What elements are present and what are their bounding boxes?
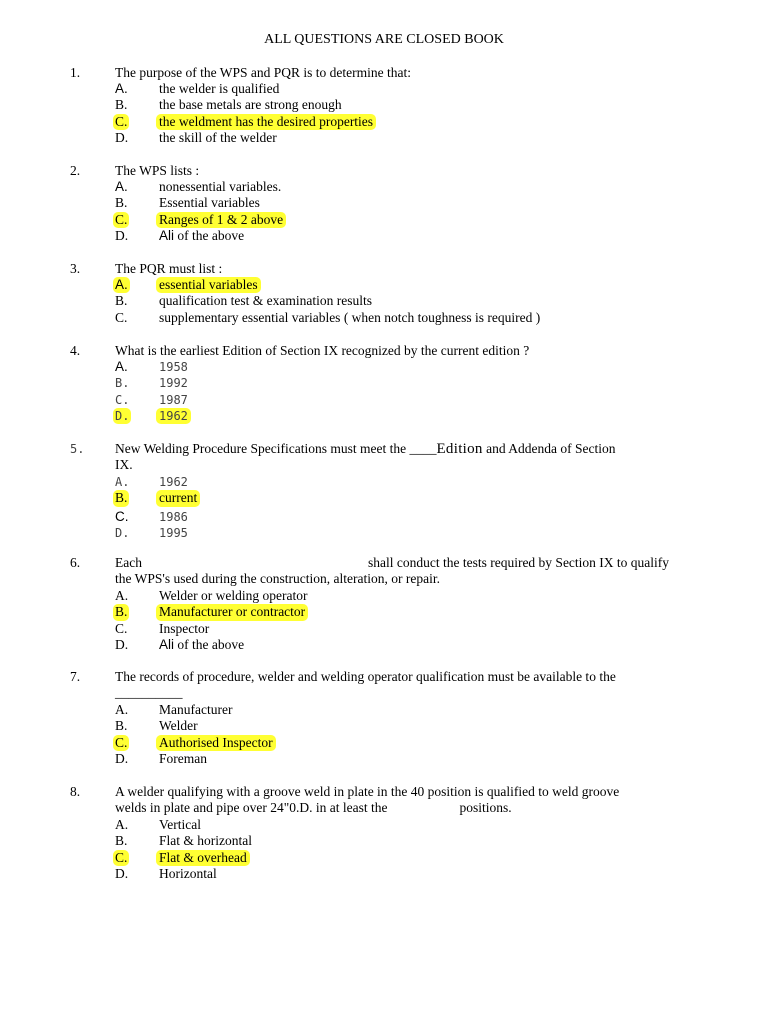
option-b-highlighted[interactable]: B. Manufacturer or contractor xyxy=(115,604,675,620)
option-c[interactable]: C. 1987 xyxy=(115,392,188,407)
option-a[interactable]: A. Welder or welding operator xyxy=(115,588,308,603)
option-b-highlighted[interactable]: B. current xyxy=(115,490,675,506)
question-text: The PQR must list : xyxy=(115,261,223,276)
option-c[interactable]: C. Inspector xyxy=(115,620,210,636)
option-a[interactable]: A. Manufacturer xyxy=(115,702,233,717)
question-text: The purpose of the WPS and PQR is to determine that: xyxy=(115,65,411,80)
option-a[interactable]: A. the welder is qualified xyxy=(115,81,280,96)
option-d[interactable]: D. the skill of the welder xyxy=(115,129,277,145)
option-d[interactable]: D. 1995 xyxy=(115,525,188,540)
option-a[interactable]: A. nonessential variables. xyxy=(115,179,282,194)
option-c-highlighted[interactable]: C. Flat & overhead xyxy=(115,850,675,866)
option-a[interactable]: A. Vertical xyxy=(115,817,201,832)
question-number: 7. xyxy=(70,669,81,684)
question-number: 3. xyxy=(70,261,81,276)
question-text: A welder qualifying with a groove weld in plate in the 40 position is qualified to weld groove welds in plate and pipe over 24"0.D. in at least the positions. xyxy=(115,784,620,816)
option-c-highlighted[interactable]: C. the weldment has the desired properties xyxy=(115,114,675,130)
option-c-highlighted[interactable]: C. Ranges of 1 & 2 above xyxy=(115,212,675,228)
option-a[interactable]: A. 1958 xyxy=(115,359,188,374)
question-text: What is the earliest Edition of Section IX recognized by the current edition ? xyxy=(115,343,530,358)
question-text: The records of procedure, welder and welding operator qualification must be available to the __________ xyxy=(115,669,616,701)
option-d-highlighted[interactable]: D. 1962 xyxy=(115,408,675,424)
option-list xyxy=(115,817,675,882)
option-c[interactable]: C. supplementary essential variables ( when notch toughness is required ) xyxy=(115,309,541,325)
question-number: 6. xyxy=(70,555,81,570)
option-list xyxy=(115,81,675,146)
option-c-highlighted[interactable]: C. Authorised Inspector xyxy=(115,735,675,751)
option-list xyxy=(115,474,675,541)
option-b[interactable]: B. Essential variables xyxy=(115,195,260,211)
question-text: New Welding Procedure Specifications must meet the ____Edition and Addenda of Section IX. xyxy=(115,441,616,473)
option-b[interactable]: B. 1992 xyxy=(115,376,188,391)
option-d[interactable]: D. Ali of the above xyxy=(115,636,245,652)
option-d[interactable]: D. Foreman xyxy=(115,750,207,766)
option-list xyxy=(115,179,675,244)
question-number: 2. xyxy=(70,163,81,178)
question-text: The WPS lists : xyxy=(115,163,200,178)
option-list xyxy=(115,277,675,326)
option-list xyxy=(115,588,675,653)
question-number: 5. xyxy=(70,442,85,456)
option-d[interactable]: D. Ali of the above xyxy=(115,227,245,243)
option-a-highlighted[interactable]: A. essential variables xyxy=(115,277,675,293)
option-list xyxy=(115,359,675,424)
option-a[interactable]: A. 1962 xyxy=(115,475,188,489)
option-list xyxy=(115,702,675,767)
option-c[interactable]: C. 1986 xyxy=(115,508,188,524)
option-d[interactable]: D. Horizontal xyxy=(115,865,217,881)
option-b[interactable]: B. Flat & horizontal xyxy=(115,833,252,849)
question-number: 4. xyxy=(70,343,81,358)
option-b[interactable]: B. qualification test & examination results xyxy=(115,293,372,309)
question-text: Each shall conduct the tests required by Section IX to qualify the WPS's used during the construction, alteration, or repair. xyxy=(115,555,670,587)
option-b[interactable]: B. the base metals are strong enough xyxy=(115,97,342,113)
page-title: ALL QUESTIONS ARE CLOSED BOOK xyxy=(264,32,504,47)
option-b[interactable]: B. Welder xyxy=(115,718,198,734)
question-number: 1. xyxy=(70,65,81,80)
question-number: 8. xyxy=(70,784,81,799)
